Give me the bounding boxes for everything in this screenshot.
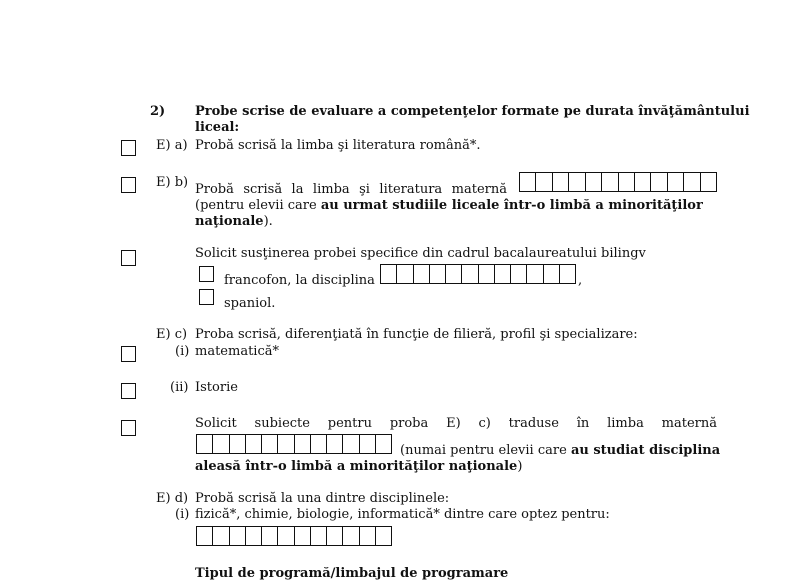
ec-i-text: matematică* — [195, 344, 279, 359]
ec-label: E) c) — [156, 327, 188, 342]
ec-solicit-line2-bold: au studiat disciplina — [570, 443, 721, 458]
section-heading-line2: liceal: — [195, 120, 240, 135]
ed-i-label: (i) — [175, 507, 190, 522]
ea-label: E) a) — [156, 138, 188, 153]
section-number: 2) — [150, 104, 166, 119]
ea-text: Probă scrisă la limba şi literatura română*. — [195, 138, 481, 153]
bilingv-checkbox[interactable] — [121, 250, 136, 266]
ec-solicit-line2-pre: (numai pentru elevii care — [400, 443, 571, 458]
ec-ii-label: (ii) — [170, 380, 189, 395]
eb-label: E) b) — [156, 175, 189, 190]
eb-line1: Probă scrisă la limba şi literatura maternă — [195, 182, 507, 197]
eb-line3-bold: naţionale — [195, 214, 264, 229]
ec-i-checkbox[interactable] — [121, 346, 136, 362]
ed-text: Probă scrisă la una dintre disciplinele: — [195, 491, 450, 506]
ed-disciplina-grid[interactable] — [196, 526, 392, 546]
ec-i-label: (i) — [175, 344, 190, 359]
ec-solicit-checkbox[interactable] — [121, 420, 136, 436]
ed-label: E) d) — [156, 491, 189, 506]
ec-solicit-line3-bold: aleasă într-o limbă a minorităţilor naţionale — [195, 459, 518, 474]
spaniol-text: spaniol. — [224, 296, 276, 311]
ec-solicit-line3-post: ) — [517, 459, 523, 474]
francofon-checkbox[interactable] — [199, 266, 214, 282]
francofon-text: francofon, la disciplina — [224, 273, 375, 288]
eb-line2-bold: au urmat studiile liceale într-o limbă a minorităţilor — [320, 198, 703, 213]
francofon-comma: , — [578, 273, 583, 288]
ec-solicit-line1: Solicit subiecte pentru proba E) c) traduse în limba maternă — [195, 416, 717, 431]
eb-checkbox[interactable] — [121, 177, 136, 193]
section-heading-line1: Probe scrise de evaluare a competenţelor formate pe durata învăţământului — [195, 104, 750, 119]
ed-tip-heading: Tipul de programă/limbajul de programare — [195, 566, 509, 581]
ec-text: Proba scrisă, diferenţiată în funcţie de filieră, profil şi specializare: — [195, 327, 638, 342]
bilingv-text: Solicit susţinerea probei specifice din cadrul bacalaureatului bilingv — [195, 246, 646, 261]
ea-checkbox[interactable] — [121, 140, 136, 156]
ec-solicit-line2 — [400, 443, 720, 458]
eb-line2 — [195, 198, 703, 213]
ec-solicit-line3 — [195, 459, 522, 474]
eb-limba-materna-grid[interactable] — [519, 172, 717, 192]
spaniol-checkbox[interactable] — [199, 289, 214, 305]
eb-line2-pre: (pentru elevii care — [195, 198, 321, 213]
eb-line3-post: ). — [263, 214, 273, 229]
ec-limba-materna-grid[interactable] — [196, 434, 392, 454]
ec-ii-checkbox[interactable] — [121, 383, 136, 399]
eb-line3 — [195, 214, 273, 229]
francofon-disciplina-grid[interactable] — [380, 264, 576, 284]
ec-ii-text: Istorie — [195, 380, 238, 395]
ed-i-text: fizică*, chimie, biologie, informatică* dintre care optez pentru: — [195, 507, 610, 522]
